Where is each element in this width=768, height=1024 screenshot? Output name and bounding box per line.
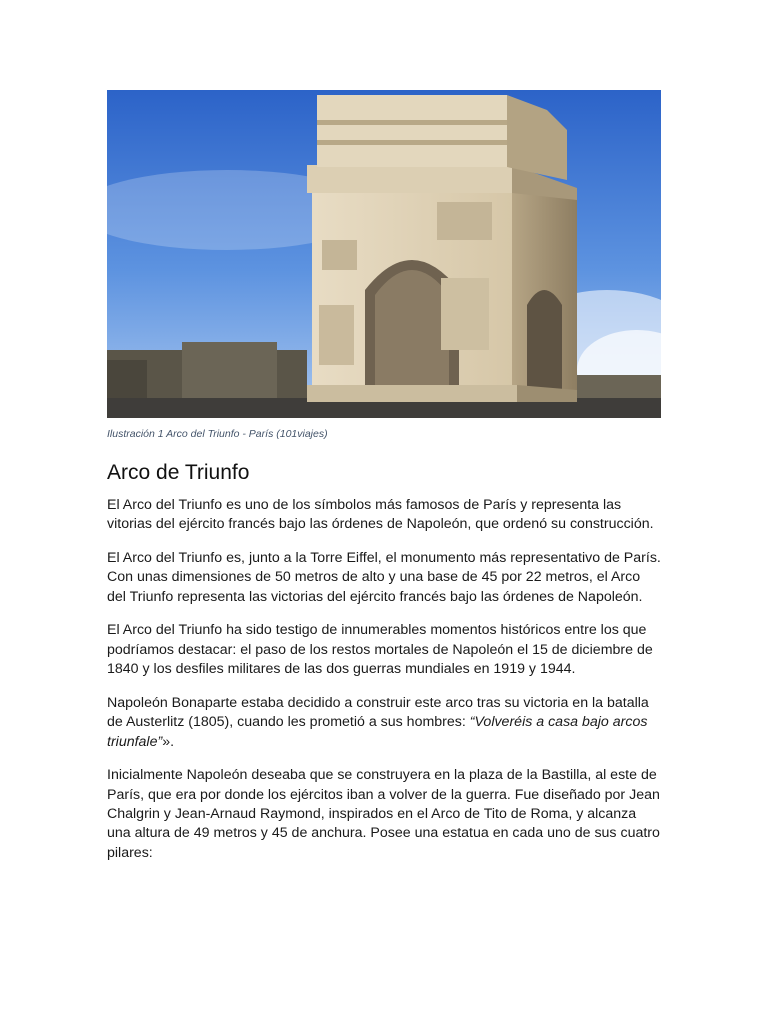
paragraph-5: Inicialmente Napoleón deseaba que se construyera en la plaza de la Bastilla, al este de París, que era por donde los ejércitos iban a volver de la guerra. Fue diseñado por Jean Chalgrin y Jean-Arnaud Raymond, inspirados en el Arco de Tito de Roma, y alcanza una altura de 49 metros y 45 de anchura. Posee una estatua en cada uno de sus cuatro pilares: [107,767,660,861]
paragraph-2: El Arco del Triunfo es, junto a la Torre Eiffel, el monumento más representativo de París. Con unas dimensiones de 50 metros de alto y una base de 45 por 22 metros, el Arco del Triunfo representa las victorias del ejército francés bajo las órdenes de Napoleón. [107,550,661,605]
paragraph-1: El Arco del Triunfo es uno de los símbolos más famosos de París y representa las vitorias del ejército francés bajo las órdenes de Napoleón, que ordenó su construcción. [107,497,654,533]
napoleon-quote: “Volveréis a casa bajo arcos triunfale” [107,714,648,750]
document-page [107,90,661,877]
section-heading: Arco de Triunfo [107,461,250,484]
figure-caption: Ilustración 1 Arco del Triunfo - París (101viajes) [107,428,328,440]
paragraph-3: El Arco del Triunfo ha sido testigo de innumerables momentos históricos entre los que podríamos destacar: el paso de los restos mortales de Napoleón el 15 de diciembre de 1840 y los desfiles militares de las dos guerras mundiales en 1919 y 1944. [107,622,653,678]
paragraph-4-end: ». [162,733,175,750]
arc-de-triomphe-photo [107,90,661,418]
paragraph-4 [107,694,661,752]
paragraph-4-text: Napoleón Bonaparte estaba decidido a construir este arco tras su victoria en la batalla de Austerlitz (1805), cuando les prometió a sus hombres: [107,694,649,731]
